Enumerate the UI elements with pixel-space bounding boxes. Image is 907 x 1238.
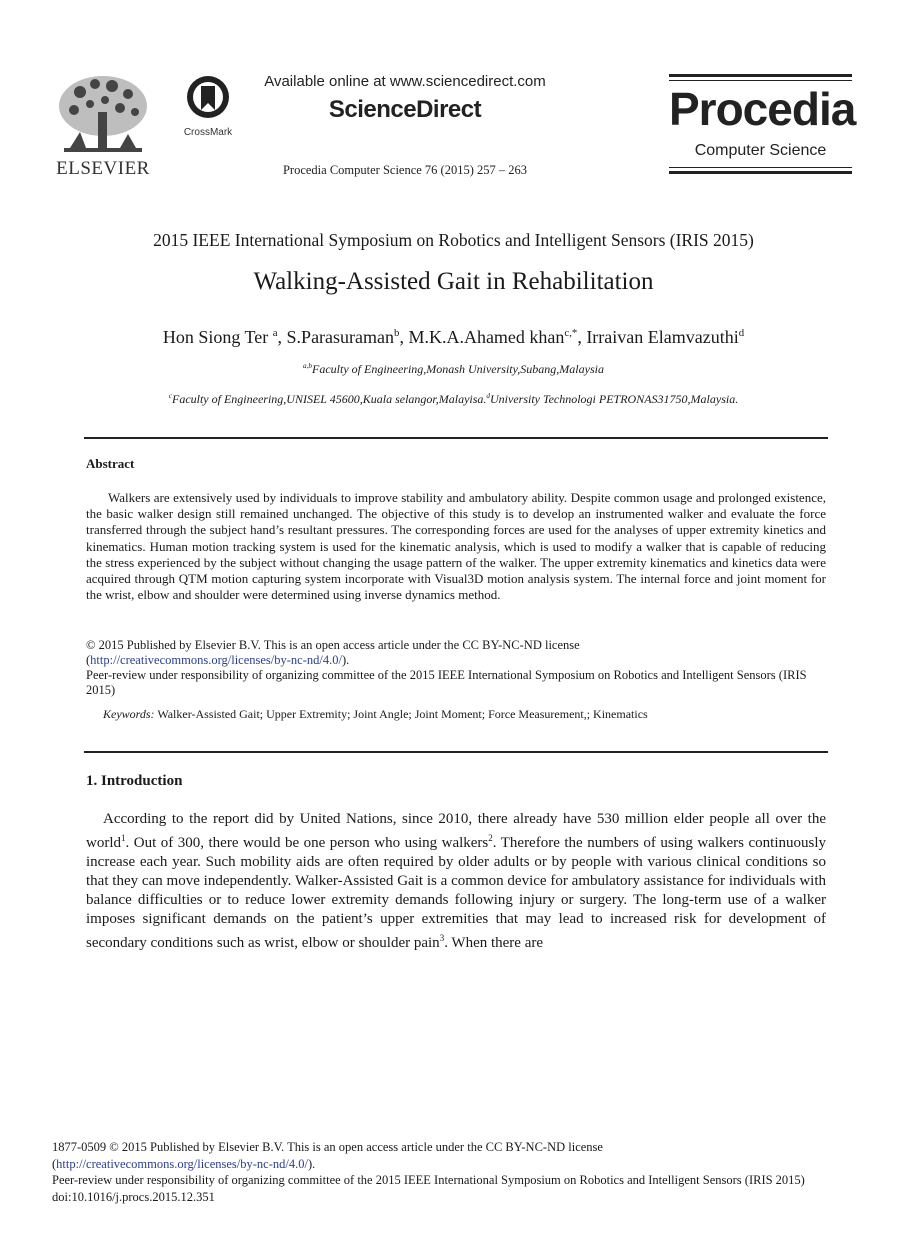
author-affiliation-mark: b: [394, 327, 400, 339]
affiliation-text: University Technologi PETRONAS31750,Malaysia.: [490, 392, 739, 406]
page-footer: [52, 1139, 862, 1205]
affiliation-line: [0, 392, 907, 407]
conference-name: 2015 IEEE International Symposium on Robotics and Intelligent Sensors (IRIS 2015): [153, 230, 754, 250]
author-affiliation-mark: d: [738, 327, 745, 339]
affiliation-mark: c: [168, 392, 172, 400]
intro-text-segment: . Therefore the numbers of using walkers continuously increase each year. Such mobility aids are often required by older adults or by people with various clinical conditions so that they can move independently. Walker-Assisted Gait is a common device for ambulatory assistance for individuals with balance difficulties or to reduce lower extremity demands following injury or surgery. The long-term use of a walker imposes significant demands on the patient’s upper extremities that may lead to increased risk for development of secondary conditions such as wrist, elbow or shoulder pain: [86, 835, 826, 951]
available-online-notice: Available online at www.sciencedirect.com: [264, 73, 546, 90]
citation-ref[interactable]: 2: [488, 833, 493, 843]
affiliation-text: Faculty of Engineering,UNISEL 45600,Kuala selangor,Malayisa.: [171, 392, 487, 406]
author-affiliation-mark: c,*: [564, 327, 578, 339]
author-name: S.Parasuraman: [286, 327, 395, 347]
crossmark-label: CrossMark: [183, 127, 233, 138]
author-name: Hon Siong Ter: [162, 327, 273, 347]
footer-license-link[interactable]: http://creativecommons.org/licenses/by-nc-nd/4.0/: [56, 1156, 308, 1171]
affiliation-text: Faculty of Engineering,Monash University,Subang,Malaysia: [312, 362, 604, 376]
license-link[interactable]: http://creativecommons.org/licenses/by-nc-nd/4.0/: [90, 653, 342, 667]
author-name: M.K.A.Ahamed khan: [408, 327, 565, 347]
license-notice: [86, 638, 826, 698]
sciencedirect-wordmark: ScienceDirect: [328, 96, 482, 123]
keywords-line: [103, 707, 823, 722]
issn-line: 1877-0509 © 2015 Published by Elsevier B.V. This is an open access article under the CC BY-NC-ND license: [52, 1140, 603, 1154]
paper-title: Walking-Assisted Gait in Rehabilitation: [253, 268, 654, 295]
abstract-heading: Abstract: [86, 456, 135, 471]
keywords-label: Keywords:: [103, 707, 155, 721]
section-divider: [84, 437, 828, 439]
citation-ref[interactable]: 3: [439, 933, 445, 943]
introduction-body: [86, 810, 826, 953]
keywords-list: Walker-Assisted Gait; Upper Extremity; Joint Angle; Joint Moment; Force Measurement,; Kinematics: [154, 707, 648, 721]
introduction-heading: 1. Introduction: [86, 773, 183, 789]
intro-text-segment: According to the report did by United Nations, since 2010, there already have 530 million elder people all over the world: [86, 811, 826, 851]
journal-reference: Procedia Computer Science 76 (2015) 257 – 263: [282, 163, 528, 177]
license-line: © 2015 Published by Elsevier B.V. This is an open access article under the CC BY-NC-ND license: [86, 638, 580, 652]
publisher-name: ELSEVIER: [56, 158, 150, 179]
author-affiliation-mark: a: [272, 327, 278, 339]
intro-text-segment: . When there are: [444, 935, 544, 951]
procedia-logo: [669, 74, 856, 175]
author-name: Irraivan Elamvazuthi: [586, 327, 739, 347]
affiliation-mark: a,b: [303, 362, 312, 370]
citation-ref[interactable]: 1: [121, 833, 126, 843]
procedia-wordmark: Procedia: [669, 83, 856, 135]
license-url-line: (http://creativecommons.org/licenses/by-nc-nd/4.0/).: [86, 653, 350, 667]
procedia-subtitle: Computer Science: [694, 142, 827, 159]
doi[interactable]: doi:10.1016/j.procs.2015.12.351: [52, 1189, 215, 1204]
peer-review-note: Peer-review under responsibility of organizing committee of the 2015 IEEE International Symposium on Robotics and Intelligent Sensors (IRIS 2015): [86, 668, 807, 697]
author-list: Hon Siong Ter $^a$, S.Parasuraman$^b$, M.K.A.Ahamed khan$^{c,*}$, Irraivan Elamvazuthi$^d$: [162, 327, 745, 347]
affiliation-line: [0, 362, 907, 377]
intro-text-segment: . Out of 300, there would be one person who using walkers: [125, 835, 489, 851]
abstract-body: Walkers are extensively used by individuals to improve stability and ambulatory ability. Despite common usage and prolonged existence, the basic walker design still remained unchanged. The objective of this study is to develop an instrumented walker and evaluate the force transferred through the subject hand’s resultant pressures. The corresponding forces are used for the analyses of upper extremity kinetics and kinematics. Human motion tracking system is used for the kinematic analysis, which is used to modify a walker that is capable of reducing the stress experienced by the subject without changing the usage pattern of the walker. The upper extremity kinematics and kinetics data were acquired through QTM motion capturing system incorporate with Visual3D motion analysis system. The internal force and joint moment for the wrist, elbow and shoulder were determined using inverse dynamics method.: [86, 490, 826, 603]
section-divider: [84, 751, 828, 753]
affiliation-mark: d: [486, 392, 491, 400]
footer-peer-review: Peer-review under responsibility of organizing committee of the 2015 IEEE International Symposium on Robotics and Intelligent Sensors (IRIS 2015): [52, 1173, 805, 1187]
footer-license-url-line: (http://creativecommons.org/licenses/by-nc-nd/4.0/).: [52, 1156, 316, 1171]
